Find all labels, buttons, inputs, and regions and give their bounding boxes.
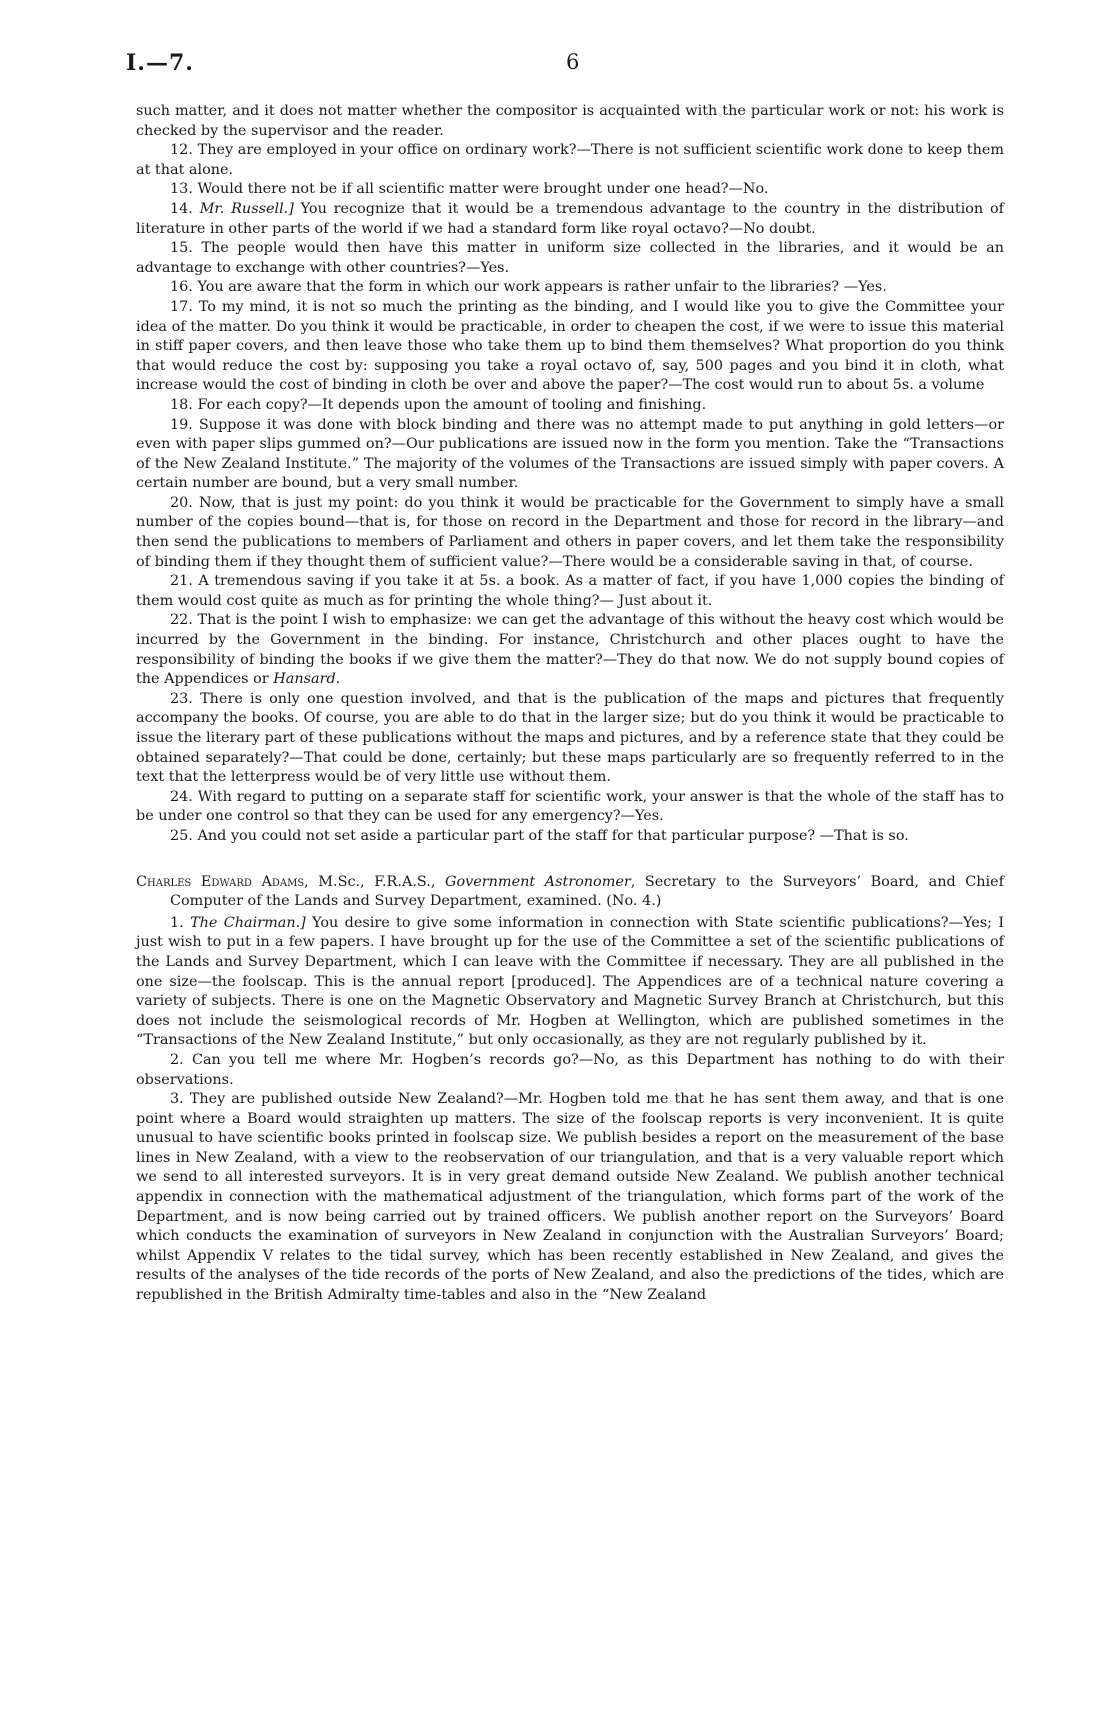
question-21 (136, 572, 1004, 611)
question-number: 16. (170, 279, 193, 296)
question-text: Now, that is just my point: do you think it would be practicable for the Government to simply have a small number of the copies bound—that is, for those on record in the Department and those for record in the library—and then send the publications to members of Parliament and others in paper covers, and let them take the responsibility of binding them if they thought them of sufficient value?—There would be a considerable saving in that, of course. (136, 494, 1004, 570)
question-text: The people would then have this matter in uniform size collected in the libraries, and it would be an advantage to exchange with other countries?—Yes. (136, 240, 1005, 276)
question-number: 23. (170, 690, 193, 707)
question-number: 24. (170, 788, 193, 805)
page-number: 6 (566, 50, 580, 74)
question-23 (136, 690, 1004, 788)
question-text: A tremendous saving if you take it at 5s. a book. As a matter of fact, if you have 1,000 copies the binding of them would cost quite as much as for printing the whole thing?— Just about it. (136, 573, 1004, 609)
question-text: They are employed in your office on ordinary work?—There is not sufficient scientific work done to keep them at that alone. (136, 142, 1004, 178)
question-24 (136, 788, 1004, 827)
question-number: 20. (170, 494, 193, 511)
question-number: 2. (170, 1051, 184, 1068)
question-12 (136, 141, 1004, 180)
page-header (126, 50, 1004, 84)
question-number: 19. (170, 416, 193, 433)
italic-title: Hansard (273, 671, 336, 688)
question-number: 22. (170, 612, 193, 629)
question-14 (136, 200, 1004, 239)
document-reference: I.—7. (126, 50, 194, 76)
question-text: To my mind, it is not so much the printing as the binding, and I would like you to give the Committee your idea of the matter. Do you think it would be practicable, in order to cheapen the cost, if we were to issue this material in stiff paper covers, and then leave those who take them up to bind them themselves? What proportion do you think that would reduce the cost by: supposing you take a royal octavo of, say, 500 pages and you bind it in cloth, what increase would the cost of binding in cloth be over and above the paper?—The cost would run to about 5s. a volume (136, 298, 1004, 394)
witness-heading (136, 873, 1004, 912)
continuation-paragraph: such matter, and it does not matter whether the compositor is acquainted with the particular work or not: his work is checked by the supervisor and the reader. (136, 103, 1004, 139)
question-13 (136, 180, 1004, 200)
question-16 (136, 278, 1004, 298)
question-3 (136, 1090, 1004, 1306)
question-text: For each copy?—It depends upon the amount of tooling and finishing. (197, 396, 707, 413)
question-18 (136, 396, 1004, 416)
question-number: 1. (170, 914, 184, 931)
question-text: With regard to putting on a separate staff for scientific work, your answer is that the whole of the staff has to be under one control so that they can be used for any emergency?—Yes. (136, 788, 1005, 825)
question-number: 14. (170, 200, 193, 217)
question-number: 13. (170, 181, 193, 198)
question-text: And you could not set aside a particular part of the staff for that particular purpose? —That is so. (197, 827, 909, 844)
question-1 (136, 914, 1004, 1051)
question-2 (136, 1051, 1004, 1090)
question-text: Would there not be if all scientific matter were brought under one head?—No. (197, 181, 769, 198)
question-number: 21. (170, 573, 193, 590)
witness-name: Charles Edward Adams (136, 873, 305, 890)
speaker-label: Mr. Russell.] (199, 200, 294, 217)
question-number: 12. (170, 142, 193, 159)
question-text-end: . (335, 671, 341, 688)
question-number: 17. (170, 298, 193, 315)
speaker-label: The Chairman.] (190, 914, 306, 931)
question-number: 15. (170, 240, 193, 257)
question-text: Suppose it was done with block binding and there was no attempt made to put anything in gold letters—or even with paper slips gummed on?—Our publications are issued now in the form you mention. Take the “Transactions of the New Zealand Institute.” The majority of the volumes of the Transactions are issued simply with paper covers. A certain number are bound, but a very small number. (136, 416, 1004, 492)
question-19 (136, 416, 1004, 494)
question-text: You desire to give some information in connection with State scientific publications?—Yes; I just wish to put in a few papers. I have brought up for the use of the Committee a set of the scientific publications of the Lands and Survey Department, which I can leave with the Committee if necessary. They are all published in the one size—the foolscap. This is the annual report [produced]. The Appendices are of a technical nature covering a variety of subjects. There is one on the Magnetic Observatory and Magnetic Survey Branch at Christchurch, but this does not include the seismological records of Mr. Hogben at Wellington, which are published sometimes in the “Transactions of the New Zealand Institute,” but only occasionally, as they are not regularly published by it. (136, 914, 1005, 1049)
witness-credentials: , M.Sc., F.R.A.S., (304, 873, 445, 890)
question-17 (136, 298, 1004, 396)
question-number: 3. (170, 1091, 184, 1108)
question-text: That is the point I wish to emphasize: we can get the advantage of this without the heavy cost which would be incurred by the Government in the binding. For instance, Christchurch and other places ought to have the responsibility of binding the books if we give them the matter?—They do that now. We do not supply bound copies of the Appendices or (136, 612, 1005, 688)
question-text: You are aware that the form in which our work appears is rather unfair to the libraries? —Yes. (197, 279, 887, 296)
question-15 (136, 239, 1004, 278)
question-25 (136, 827, 1004, 847)
question-text: Can you tell me where Mr. Hogben’s records go?—No, as this Department has nothing to do with their observations. (136, 1051, 1004, 1088)
page-body (136, 102, 1004, 1306)
question-text: They are published outside New Zealand?—Mr. Hogben told me that he has sent them away, and that is one point where a Board would straighten up matters. The size of the foolscap reports is very inconvenient. It is quite unusual to have scientific books printed in foolscap size. We publish besides a report on the measurement of the base lines in New Zealand, with a view to the reobservation of our triangulation, and that is a very valuable report which we send to all interested surveyors. It is in very great demand outside New Zealand. We publish another technical appendix in connection with the mathematical adjustment of the triangulation, which forms part of the work of the Department, and is now being carried out by trained officers. We publish another report on the Surveyors’ Board which conducts the examination of surveyors in New Zealand in conjunction with the Australian Surveyors’ Board; whilst Appendix V relates to the tidal survey, which has been recently established in New Zealand, and gives the results of the analyses of the tide records of the ports of New Zealand, and also the predictions of the tides, which are republished in the British Admiralty time-tables and also in the “New Zealand (136, 1091, 1004, 1304)
question-text: There is only one question involved, and that is the publication of the maps and pictures that frequently accompany the books. Of course, you are able to do that in the larger size; but do you think it would be practicable to issue the literary part of these publications without the maps and pictures, and by a reference state that they could be obtained separately?—That could be done, certainly; but these maps particularly are so frequently referred to in the text that the letterpress would be of very little use without them. (136, 690, 1004, 786)
question-20 (136, 494, 1004, 572)
question-22 (136, 611, 1004, 689)
question-text: You recognize that it would be a tremendous advantage to the country in the distribution of literature in other parts of the world if we had a standard form like royal octavo?—No doubt. (136, 200, 1004, 237)
question-number: 18. (170, 396, 193, 413)
witness-title: Government Astronomer (444, 873, 631, 890)
question-number: 25. (170, 827, 193, 844)
witness-description: , Secretary to the Surveyors’ Board, and Chief Computer of the Lands and Survey Department, examined. (No. 4.) (170, 873, 1004, 910)
